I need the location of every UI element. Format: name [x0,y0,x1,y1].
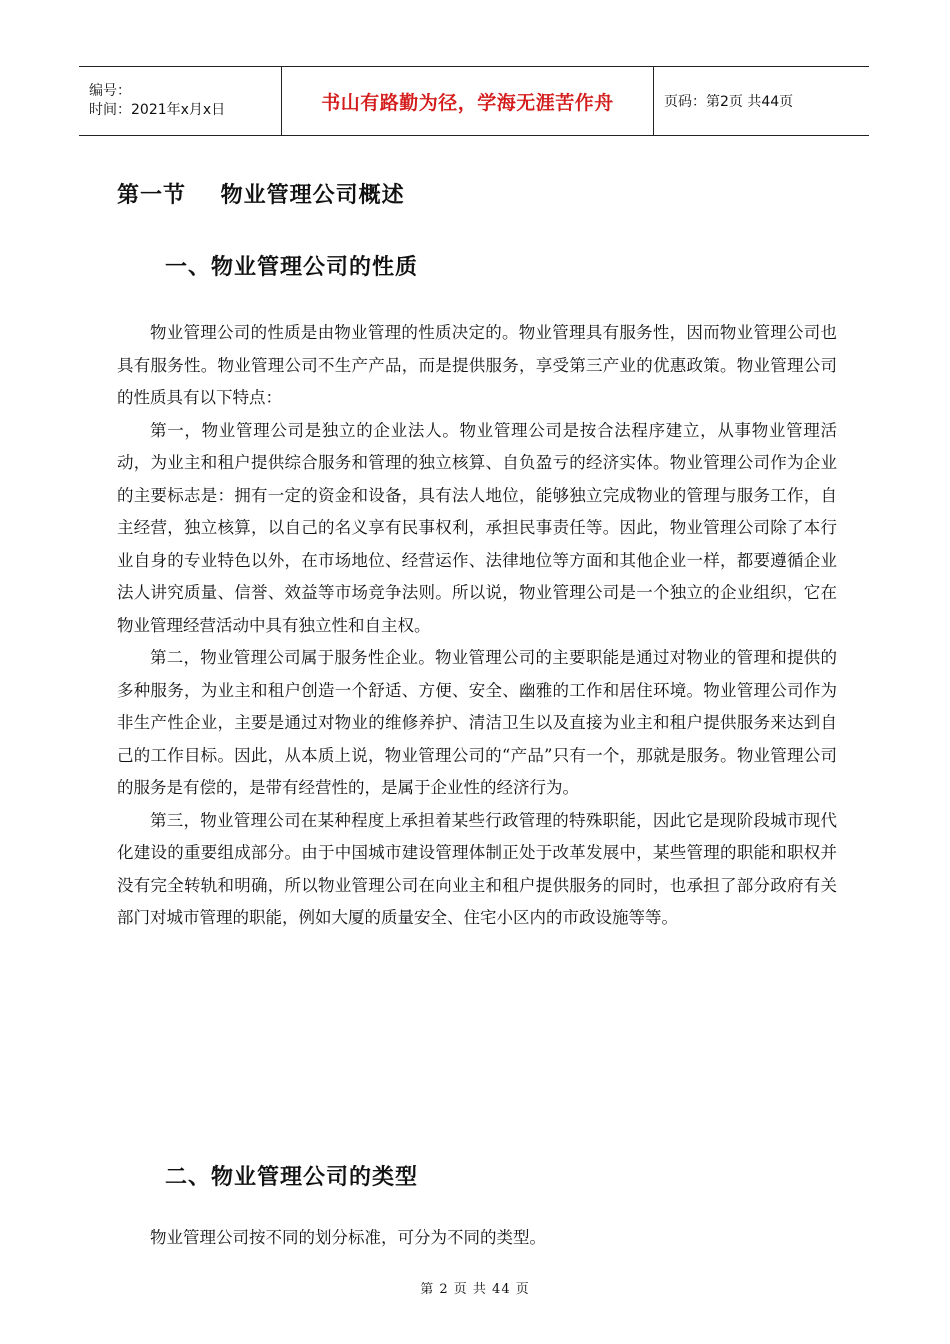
subsection-title-1: 一、物业管理公司的性质 [165,255,419,280]
page-footer: 第 2 页 共 44 页 [420,1282,530,1297]
date-label: 时间：2021年x月x日 [89,102,226,118]
header-meta [79,67,282,135]
paragraph: 物业管理公司按不同的划分标准，可分为不同的类型。 [150,1228,546,1247]
header-page-info: 页码：第2页 共44页 [664,94,794,110]
header-motto: 书山有路勤为径，学海无涯苦作舟 [282,67,654,135]
paragraph: 第三，物业管理公司在某种程度上承担着某些行政管理的特殊职能，因此它是现阶段城市现代化建设的重要组成部分。由于中国城市建设管理体制正处于改革发展中，某些管理的职能和职权并没有完全转轨和明确，所以物业管理公司在向业主和租户提供服务的同时，也承担了部分政府有关部门对城市管理的职能，例如大厦的质量安全、住宅小区内的市政设施等等。 [117,810,837,927]
paragraph: 物业管理公司的性质是由物业管理的性质决定的。物业管理具有服务性，因而物业管理公司也具有服务性。物业管理公司不生产产品，而是提供服务，享受第三产业的优惠政策。物业管理公司的性质具有以下特点： [117,323,837,407]
serial-label: 编号： [89,83,131,99]
page-header [79,66,869,136]
section-title: 第一节 物业管理公司概述 [117,183,405,208]
subsection-body-1 [117,317,837,935]
subsection-title-2: 二、物业管理公司的类型 [165,1165,419,1190]
subsection-body-2 [117,1222,837,1255]
paragraph: 第一，物业管理公司是独立的企业法人。物业管理公司是按合法程序建立，从事物业管理活动，为业主和租户提供综合服务和管理的独立核算、自负盈亏的经济实体。物业管理公司作为企业的主要标志是：拥有一定的资金和设备，具有法人地位，能够独立完成物业的管理与服务工作，自主经营，独立核算，以自己的名义享有民事权利，承担民事责任等。因此，物业管理公司除了本行业自身的专业特色以外，在市场地位、经营运作、法律地位等方面和其他企业一样，都要遵循企业法人讲究质量、信誉、效益等市场竞争法则。所以说，物业管理公司是一个独立的企业组织，它在物业管理经营活动中具有独立性和自主权。 [117,420,837,635]
paragraph: 第二，物业管理公司属于服务性企业。物业管理公司的主要职能是通过对物业的管理和提供的多种服务，为业主和租户创造一个舒适、方便、安全、幽雅的工作和居住环境。物业管理公司作为非生产性企业，主要是通过对物业的维修养护、清洁卫生以及直接为业主和租户提供服务来达到自己的工作目标。因此，从本质上说，物业管理公司的“产品”只有一个，那就是服务。物业管理公司的服务是有偿的，是带有经营性的，是属于企业性的经济行为。 [117,648,837,797]
